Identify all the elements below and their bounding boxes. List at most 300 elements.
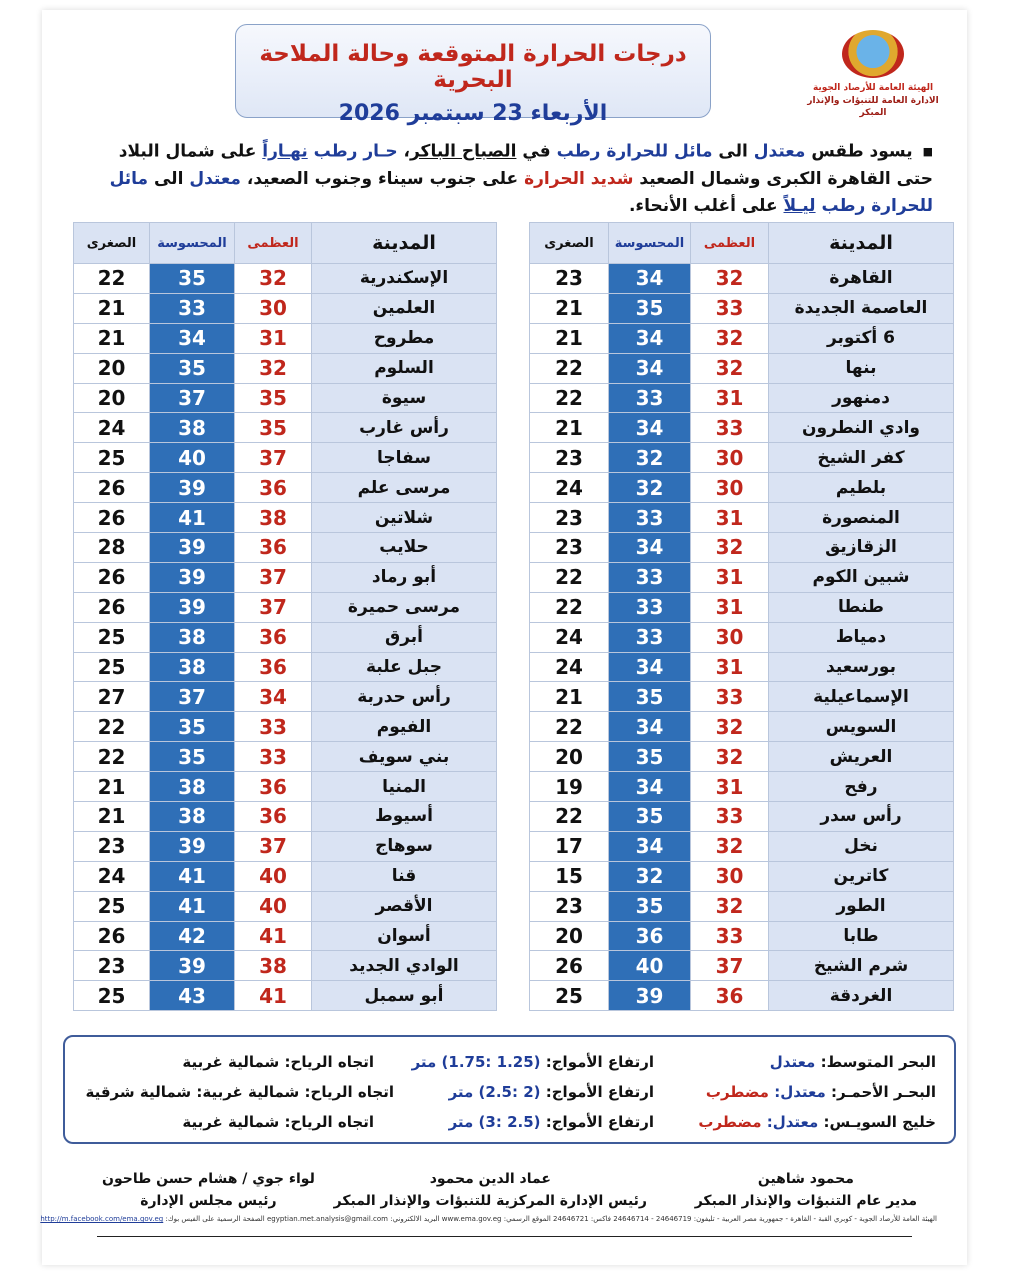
header-min: الصغرى (530, 223, 609, 264)
min-temp-cell: 15 (530, 861, 609, 891)
city-cell: كفر الشيخ (769, 443, 954, 473)
max-temp-cell: 32 (691, 353, 769, 383)
city-cell: سوهاج (312, 831, 497, 861)
max-temp-cell: 32 (691, 323, 769, 353)
table-row (74, 891, 497, 921)
min-temp-cell: 28 (74, 533, 150, 563)
feels-like-cell: 42 (150, 921, 235, 951)
marine-row (65, 1113, 954, 1141)
feels-like-cell: 32 (609, 443, 691, 473)
min-temp-cell: 21 (74, 323, 150, 353)
table-row (530, 622, 954, 652)
temperature-table-right (529, 222, 954, 1011)
table-row (530, 742, 954, 772)
min-temp-cell: 24 (530, 622, 609, 652)
table-row (74, 951, 497, 981)
city-cell: رفح (769, 772, 954, 802)
city-cell: جبل علبة (312, 652, 497, 682)
table-row (74, 562, 497, 592)
summary-text: على أغلب الأنحاء. (628, 195, 784, 216)
header-min: الصغرى (74, 223, 150, 264)
table-row (74, 921, 497, 951)
max-temp-cell: 36 (235, 473, 312, 503)
feels-like-cell: 34 (609, 772, 691, 802)
city-cell: مطروح (312, 323, 497, 353)
city-cell: سفاجا (312, 443, 497, 473)
min-temp-cell: 25 (74, 981, 150, 1011)
table-row (74, 323, 497, 353)
wave-height (412, 1053, 654, 1071)
feels-like-cell: 35 (609, 742, 691, 772)
feels-like-cell: 34 (609, 831, 691, 861)
city-cell: طنطا (769, 592, 954, 622)
sea-condition: معتدل: (768, 1083, 826, 1101)
signature-name: لواء جوي / هشام حسن طاحون (102, 1171, 315, 1187)
min-temp-cell: 22 (530, 802, 609, 832)
max-temp-cell: 36 (235, 533, 312, 563)
sea-condition-alt: مضطرب (705, 1083, 769, 1101)
wind-direction: اتجاه الرياح: شمالية غربية (182, 1113, 374, 1131)
table-row (74, 622, 497, 652)
feels-like-cell: 41 (150, 503, 235, 533)
min-temp-cell: 20 (74, 353, 150, 383)
max-temp-cell: 36 (235, 652, 312, 682)
min-temp-cell: 23 (74, 951, 150, 981)
wave-label: ارتفاع الأمواج: (540, 1083, 654, 1101)
table-row (530, 293, 954, 323)
city-cell: الغردقة (769, 981, 954, 1011)
feels-like-cell: 34 (609, 533, 691, 563)
summary-text: على جنوب سيناء وجنوب الصعيد، (240, 168, 525, 189)
city-cell: الزقازيق (769, 533, 954, 563)
wave-height (449, 1113, 654, 1131)
feels-like-cell: 34 (150, 323, 235, 353)
feels-like-cell: 37 (150, 682, 235, 712)
max-temp-cell: 30 (691, 622, 769, 652)
max-temp-cell: 31 (691, 652, 769, 682)
city-cell: مرسى علم (312, 473, 497, 503)
feels-like-cell: 39 (150, 592, 235, 622)
city-cell: دمنهور (769, 383, 954, 413)
max-temp-cell: 30 (691, 861, 769, 891)
org-name: الهيئة العامة للأرصاد الجوية (812, 83, 934, 93)
summary-text: حـار رطب (313, 141, 398, 162)
table-row (530, 533, 954, 563)
signature-block (102, 1168, 315, 1212)
min-temp-cell: 21 (530, 682, 609, 712)
city-cell: رأس غارب (312, 413, 497, 443)
min-temp-cell: 23 (530, 443, 609, 473)
max-temp-cell: 33 (691, 921, 769, 951)
weather-summary (83, 138, 933, 220)
min-temp-cell: 23 (530, 891, 609, 921)
feels-like-cell: 32 (609, 473, 691, 503)
max-temp-cell: 40 (235, 891, 312, 921)
max-temp-cell: 30 (235, 293, 312, 323)
sea-state (698, 1113, 936, 1131)
marine-row (65, 1083, 954, 1111)
table-row (530, 831, 954, 861)
header-feel: المحسوسة (609, 223, 691, 264)
marine-row (65, 1053, 954, 1081)
min-temp-cell: 24 (530, 473, 609, 503)
header-city: المدينة (312, 223, 497, 264)
feels-like-cell: 34 (609, 353, 691, 383)
max-temp-cell: 31 (691, 503, 769, 533)
city-cell: بنها (769, 353, 954, 383)
max-temp-cell: 40 (235, 861, 312, 891)
min-temp-cell: 23 (530, 533, 609, 563)
table-row (530, 443, 954, 473)
footer-text: الهيئة العامة للأرصاد الجوية - كوبري القبة - القاهرة - جمهورية مصر العربية - تليفون: 24646719 - 24646714 فاكس: 24646721 الموقع الرسمي: www.ema.gov.eg البريد الالكتروني: egyptian.met.analysis@gmail.com الصفحة الرسمية على الفيس بوك: (163, 1215, 937, 1223)
min-temp-cell: 26 (74, 921, 150, 951)
min-temp-cell: 22 (530, 562, 609, 592)
max-temp-cell: 31 (691, 562, 769, 592)
summary-text: نهـاراً (262, 141, 308, 162)
table-row (530, 503, 954, 533)
min-temp-cell: 25 (74, 891, 150, 921)
footer-contact (40, 1215, 937, 1223)
sea-name: البحـر الأحمـر: (825, 1083, 936, 1101)
feels-like-cell: 34 (609, 652, 691, 682)
signature-name: محمود شاهين (757, 1171, 854, 1187)
table-row (74, 353, 497, 383)
min-temp-cell: 25 (74, 652, 150, 682)
table-row (74, 831, 497, 861)
max-temp-cell: 41 (235, 921, 312, 951)
summary-text: معتدل (753, 141, 806, 162)
signature-title: رئيس الإدارة المركزية للتنبؤات والإنذار المبكر (333, 1193, 647, 1209)
city-cell: طابا (769, 921, 954, 951)
feels-like-cell: 33 (150, 293, 235, 323)
min-temp-cell: 25 (530, 981, 609, 1011)
city-cell: سيوة (312, 383, 497, 413)
min-temp-cell: 23 (530, 503, 609, 533)
header-city: المدينة (769, 223, 954, 264)
max-temp-cell: 31 (235, 323, 312, 353)
min-temp-cell: 22 (74, 264, 150, 294)
signature-title: رئيس مجلس الإدارة (140, 1193, 277, 1209)
feels-like-cell: 35 (609, 891, 691, 921)
city-cell: الإسماعيلية (769, 682, 954, 712)
max-temp-cell: 35 (235, 413, 312, 443)
min-temp-cell: 26 (74, 562, 150, 592)
min-temp-cell: 22 (530, 353, 609, 383)
table-row (530, 652, 954, 682)
city-cell: قنا (312, 861, 497, 891)
feels-like-cell: 36 (609, 921, 691, 951)
min-temp-cell: 23 (74, 831, 150, 861)
table-row (530, 921, 954, 951)
summary-text: معتدل (189, 168, 241, 189)
max-temp-cell: 32 (691, 891, 769, 921)
table-row (530, 682, 954, 712)
city-cell: العريش (769, 742, 954, 772)
max-temp-cell: 32 (235, 353, 312, 383)
min-temp-cell: 20 (530, 742, 609, 772)
feels-like-cell: 33 (609, 383, 691, 413)
min-temp-cell: 23 (530, 264, 609, 294)
city-cell: السويس (769, 712, 954, 742)
feels-like-cell: 34 (609, 712, 691, 742)
min-temp-cell: 24 (74, 413, 150, 443)
feels-like-cell: 37 (150, 383, 235, 413)
feels-like-cell: 38 (150, 802, 235, 832)
signature-block (695, 1168, 917, 1212)
temperature-table-left (73, 222, 497, 1011)
city-cell: الفيوم (312, 712, 497, 742)
city-cell: أبرق (312, 622, 497, 652)
table-header-row (74, 223, 497, 264)
summary-text: الى (148, 168, 190, 189)
city-cell: أبو سمبل (312, 981, 497, 1011)
min-temp-cell: 22 (530, 712, 609, 742)
sea-condition: معتدل: (761, 1113, 819, 1131)
table-row (530, 353, 954, 383)
city-cell: بورسعيد (769, 652, 954, 682)
max-temp-cell: 38 (235, 503, 312, 533)
max-temp-cell: 38 (235, 951, 312, 981)
max-temp-cell: 32 (691, 264, 769, 294)
feels-like-cell: 39 (150, 951, 235, 981)
wave-value: (1.25 :1.75) متر (411, 1053, 541, 1071)
table-row (530, 323, 954, 353)
city-cell: الأقصر (312, 891, 497, 921)
table-row (74, 742, 497, 772)
feels-like-cell: 39 (150, 473, 235, 503)
sea-name: خليج السويـس: (818, 1113, 936, 1131)
min-temp-cell: 22 (530, 592, 609, 622)
table-row (74, 293, 497, 323)
table-row (530, 772, 954, 802)
feels-like-cell: 38 (150, 652, 235, 682)
city-cell: بلطيم (769, 473, 954, 503)
min-temp-cell: 26 (74, 473, 150, 503)
city-cell: نخل (769, 831, 954, 861)
table-row (74, 503, 497, 533)
min-temp-cell: 24 (74, 861, 150, 891)
table-row (530, 562, 954, 592)
summary-text: على شمال البلاد حتى القاهرة الكبرى وشمال الصعيد (118, 141, 933, 189)
max-temp-cell: 37 (235, 592, 312, 622)
org-subname: الادارة العامة للتنبؤات والإنذار المبكر (807, 96, 939, 118)
wind-direction: اتجاه الرياح: شمالية غربية: شمالية شرقية (85, 1083, 394, 1101)
max-temp-cell: 33 (691, 682, 769, 712)
max-temp-cell: 30 (691, 443, 769, 473)
table-row (530, 473, 954, 503)
feels-like-cell: 39 (150, 562, 235, 592)
max-temp-cell: 37 (235, 443, 312, 473)
summary-text: مائل للحرارة رطب (556, 141, 713, 162)
table-row (74, 712, 497, 742)
max-temp-cell: 36 (691, 981, 769, 1011)
feels-like-cell: 41 (150, 891, 235, 921)
city-cell: بني سويف (312, 742, 497, 772)
max-temp-cell: 32 (691, 831, 769, 861)
signature-name: عماد الدين محمود (429, 1171, 551, 1187)
sea-state (706, 1083, 936, 1101)
min-temp-cell: 22 (530, 383, 609, 413)
table-row (530, 712, 954, 742)
min-temp-cell: 21 (530, 413, 609, 443)
city-cell: شلاتين (312, 503, 497, 533)
feels-like-cell: 34 (609, 264, 691, 294)
table-row (530, 861, 954, 891)
max-temp-cell: 36 (235, 622, 312, 652)
table-row (74, 981, 497, 1011)
max-temp-cell: 37 (691, 951, 769, 981)
sea-state (770, 1053, 936, 1071)
header-max: العظمى (235, 223, 312, 264)
feels-like-cell: 34 (609, 413, 691, 443)
table-row (74, 443, 497, 473)
city-cell: العاصمة الجديدة (769, 293, 954, 323)
city-cell: الطور (769, 891, 954, 921)
city-cell: 6 أكتوبر (769, 323, 954, 353)
max-temp-cell: 33 (235, 742, 312, 772)
table-row (74, 861, 497, 891)
min-temp-cell: 24 (530, 652, 609, 682)
table-row (530, 802, 954, 832)
forecast-sheet (42, 10, 967, 1265)
summary-text: ، (397, 141, 410, 162)
table-row (74, 383, 497, 413)
table-row (530, 891, 954, 921)
city-cell: القاهرة (769, 264, 954, 294)
summary-text: مائل للحرارة رطب (109, 168, 933, 216)
feels-like-cell: 33 (609, 503, 691, 533)
city-cell: وادي النطرون (769, 413, 954, 443)
feels-like-cell: 40 (609, 951, 691, 981)
max-temp-cell: 31 (691, 383, 769, 413)
city-cell: مرسى حميرة (312, 592, 497, 622)
max-temp-cell: 33 (691, 413, 769, 443)
page-title: درجات الحرارة المتوقعة وحالة الملاحة البحرية (259, 41, 687, 93)
wave-value: (2 :2.5) متر (448, 1083, 541, 1101)
table-row (74, 772, 497, 802)
feels-like-cell: 35 (150, 353, 235, 383)
table-row (74, 264, 497, 294)
table-row (74, 682, 497, 712)
header-max: العظمى (691, 223, 769, 264)
feels-like-cell: 38 (150, 772, 235, 802)
min-temp-cell: 26 (74, 503, 150, 533)
table-row (530, 383, 954, 413)
feels-like-cell: 35 (609, 682, 691, 712)
summary-text: يسود طقس (805, 141, 913, 162)
min-temp-cell: 20 (530, 921, 609, 951)
min-temp-cell: 17 (530, 831, 609, 861)
min-temp-cell: 22 (74, 712, 150, 742)
table-row (74, 533, 497, 563)
summary-text: في (516, 141, 557, 162)
summary-text: الصباح الباكر (409, 141, 517, 162)
min-temp-cell: 26 (530, 951, 609, 981)
feels-like-cell: 34 (609, 323, 691, 353)
table-row (74, 652, 497, 682)
facebook-link[interactable]: http://m.facebook.com/ema.gov.eg (40, 1215, 164, 1223)
feels-like-cell: 43 (150, 981, 235, 1011)
table-row (74, 413, 497, 443)
summary-text: شديد الحرارة (524, 168, 634, 189)
min-temp-cell: 21 (530, 323, 609, 353)
feels-like-cell: 32 (609, 861, 691, 891)
min-temp-cell: 26 (74, 592, 150, 622)
table-row (530, 592, 954, 622)
feels-like-cell: 39 (150, 533, 235, 563)
max-temp-cell: 36 (235, 802, 312, 832)
feels-like-cell: 41 (150, 861, 235, 891)
max-temp-cell: 33 (691, 802, 769, 832)
wave-label: ارتفاع الأمواج: (540, 1113, 654, 1131)
table-row (74, 592, 497, 622)
city-cell: شرم الشيخ (769, 951, 954, 981)
max-temp-cell: 32 (691, 742, 769, 772)
marine-conditions-box (63, 1035, 956, 1144)
feels-like-cell: 35 (150, 742, 235, 772)
table-row (74, 473, 497, 503)
feels-like-cell: 38 (150, 622, 235, 652)
max-temp-cell: 31 (691, 592, 769, 622)
feels-like-cell: 38 (150, 413, 235, 443)
table-row (74, 802, 497, 832)
city-cell: شبين الكوم (769, 562, 954, 592)
header-feel: المحسوسة (150, 223, 235, 264)
min-temp-cell: 21 (530, 293, 609, 323)
city-cell: كاترين (769, 861, 954, 891)
signature-block (334, 1168, 647, 1212)
feels-like-cell: 35 (150, 264, 235, 294)
max-temp-cell: 35 (235, 383, 312, 413)
max-temp-cell: 30 (691, 473, 769, 503)
min-temp-cell: 25 (74, 443, 150, 473)
city-cell: دمياط (769, 622, 954, 652)
wind-direction: اتجاه الرياح: شمالية غربية (182, 1053, 374, 1071)
min-temp-cell: 22 (74, 742, 150, 772)
city-cell: حلايب (312, 533, 497, 563)
table-row (530, 981, 954, 1011)
table-row (530, 951, 954, 981)
city-cell: المنيا (312, 772, 497, 802)
max-temp-cell: 34 (235, 682, 312, 712)
min-temp-cell: 27 (74, 682, 150, 712)
city-cell: رأس حدربة (312, 682, 497, 712)
table-header-row (530, 223, 954, 264)
feels-like-cell: 35 (150, 712, 235, 742)
max-temp-cell: 33 (235, 712, 312, 742)
city-cell: الوادي الجديد (312, 951, 497, 981)
title-box (235, 24, 711, 126)
summary-text: الى (712, 141, 754, 162)
wave-label: ارتفاع الأمواج: (540, 1053, 654, 1071)
min-temp-cell: 20 (74, 383, 150, 413)
max-temp-cell: 32 (235, 264, 312, 294)
max-temp-cell: 31 (691, 772, 769, 802)
feels-like-cell: 35 (609, 802, 691, 832)
table-row (530, 264, 954, 294)
city-cell: رأس سدر (769, 802, 954, 832)
wave-height (449, 1083, 654, 1101)
feels-like-cell: 35 (609, 293, 691, 323)
city-cell: الإسكندرية (312, 264, 497, 294)
city-cell: المنصورة (769, 503, 954, 533)
max-temp-cell: 37 (235, 831, 312, 861)
max-temp-cell: 32 (691, 533, 769, 563)
city-cell: أبو رماد (312, 562, 497, 592)
min-temp-cell: 19 (530, 772, 609, 802)
min-temp-cell: 21 (74, 802, 150, 832)
max-temp-cell: 36 (235, 772, 312, 802)
